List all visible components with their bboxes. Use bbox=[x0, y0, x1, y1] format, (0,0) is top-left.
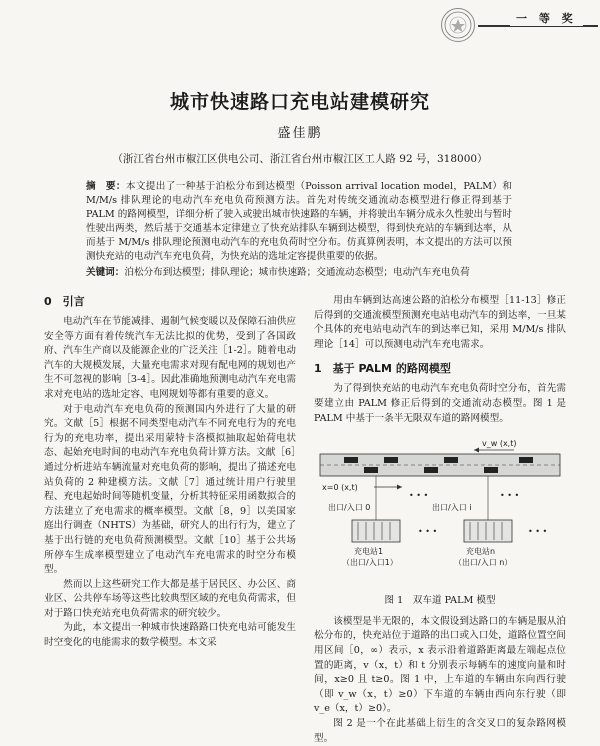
paper-author: 盛佳鹏 bbox=[277, 126, 323, 141]
paper-affiliation: （浙江省台州市椒江区供电公司、浙江省台州市椒江区工人路 92 号，318000） bbox=[112, 153, 488, 165]
abstract-text: 本文提出了一种基于泊松分布到达模型（Poisson arrival location model，PALM）和 M/M/s 排队理论的电动汽车充电负荷预测方法。首先对传统交通流动态模型进行修正得到基于 PALM 的路网模型，详细分析了驶入或驶出城市快速路的车辆，并将驶出车辆分成永久性驶出与暂时性驶出两类，然后基于交通基本定律建立了快充站排队车辆到达模型，得到快充站的车辆到达率，从而基于 M/M/s 排队理论预测电动汽车的充电负荷时空分布。仿真算例表明，本文提出的方法可以预测快充站的电动汽车充电负荷，为快充站的选址定容提供重要的依据。 bbox=[86, 181, 512, 262]
vehicle-icon bbox=[364, 467, 378, 473]
charging-station-n-box bbox=[464, 520, 512, 542]
right-column bbox=[314, 294, 566, 746]
award-seal-icon bbox=[442, 9, 474, 41]
vehicle-icon bbox=[424, 467, 438, 473]
origin-label: x=0 (x,t) bbox=[322, 483, 358, 493]
abstract-block bbox=[86, 180, 512, 280]
ellipsis-mark: • • • bbox=[528, 527, 548, 537]
vehicle-icon bbox=[519, 457, 533, 463]
keywords-label: 关键词： bbox=[86, 267, 125, 278]
abstract-label: 摘 要： bbox=[86, 181, 126, 192]
figure-caption: 图 1 双车道 PALM 模型 bbox=[384, 595, 496, 607]
exit-label-i: 出口/入口 i bbox=[432, 503, 472, 513]
palm-diagram bbox=[314, 434, 566, 592]
body-paragraph: 该模型是半无限的，本文假设到达路口的车辆是服从泊松分布的，快充站位于道路的出口或入口处，道路位置空间用区间［0，∞）表示，x 表示沿着道路距离最左端起点位置的距离，v（x，t）和 t 分别表示每辆车的速度向量和时间，x≥0 且 t≥0。图 1 中，上车道的车辆由东向西行驶（即 v_w（x，t）≥0）下车道的车辆由西向东行驶（即 v_e（x，t）≥0）。 bbox=[314, 615, 566, 715]
body-paragraph: 图 2 是一个在此基础上衍生的含交叉口的复杂路网模型。 bbox=[314, 717, 566, 744]
intro-paragraph: 然而以上这些研究工作大都是基于居民区、办公区、商业区、公共停车场等这些比较典型区域的充电负荷需求，但对于路口快充站充电负荷需求的研究较少。 bbox=[44, 578, 296, 619]
intro-paragraph: 对于电动汽车充电负荷的预测国内外进行了大量的研究。文献［5］根据不同类型电动汽车不同充电行为的充电行为的充电功率，提出采用蒙特卡洛模拟抽取起始荷电状态、起始充电时间的电动汽车充电负荷计算方法。文献［6］通过分析进站车辆流量对充电负荷的影响，提出了描述充电站负荷的 2 种建模方法。文献［7］通过统计用户行驶里程、充电起始时间等随机变量，分析其特征采用函数拟合的方法建立了充电需求的概率模型。文献［8，9］以美国家庭出行调查（NHTS）为基础，研究人的出行行为，建立了基于出行链的充电负荷预测模型。文献［10］基于公共场所停车生成率模型建立了电动汽车充电需求的时空分布模型。 bbox=[44, 403, 296, 576]
intro-heading: 0 引言 bbox=[44, 295, 85, 308]
vehicle-icon bbox=[344, 457, 358, 463]
velocity-label: v_w (x,t) bbox=[482, 439, 517, 449]
left-column bbox=[44, 294, 296, 651]
vehicle-icon bbox=[484, 467, 498, 473]
station-n-label: 充电站n bbox=[466, 547, 496, 557]
abstract bbox=[86, 180, 512, 264]
keywords-text: 泊松分布到达模型；排队理论；城市快速路；交通流动态模型；电动汽车充电负荷 bbox=[124, 267, 470, 278]
body-paragraph: 为了得到快充站的电动汽车充电负荷时空分布，首先需要建立由 PALM 修正后得到的交通流动态模型。图 1 是 PALM 中基于一条半无限双车道的路网模型。 bbox=[314, 383, 566, 424]
keywords bbox=[86, 266, 512, 280]
vehicle-icon bbox=[384, 457, 398, 463]
ellipsis-mark: • • • bbox=[409, 491, 429, 501]
intro-paragraph: 电动汽车在节能减排、遏制气候变暖以及保障石油供应安全等方面有着传统汽车无法比拟的优势，受到了各国政府、汽车生产商以及能源企业的广泛关注［1-2］。随着电动汽车的大规模发展，大量充电需求对现有配电网的规划也产生不可忽视的影响［3-4］。因此准确地预测电动汽车充电需求对充电站的选址定容、电网规划等都有重要的意义。 bbox=[44, 316, 296, 400]
section1-heading: 1 基于 PALM 的路网模型 bbox=[314, 362, 451, 376]
ellipsis-mark: • • • bbox=[500, 491, 520, 501]
vehicle-icon bbox=[444, 457, 458, 463]
station-n-sub: （出口/入口 n） bbox=[454, 558, 513, 568]
figure-palm-model bbox=[314, 434, 566, 592]
award-badge bbox=[441, 8, 475, 42]
exit-label-0: 出口/入口 0 bbox=[328, 503, 371, 513]
body-paragraph: 用由车辆到达高速公路的泊松分布模型［11-13］修正后得到的交通流模型预测充电站电动汽车的到达率，一旦某个具体的充电站电动汽车的到达率已知，采用 M/M/s 排队理论［14］可以预测电动汽车充电需求。 bbox=[314, 295, 566, 350]
station-1-sub: （出口/入口1） bbox=[342, 558, 398, 568]
station-1-label: 充电站1 bbox=[354, 547, 384, 557]
paper-title: 城市快速路口充电站建模研究 bbox=[169, 91, 430, 113]
charging-station-1-box bbox=[352, 520, 400, 542]
award-label: 一 等 奖 bbox=[510, 10, 583, 26]
intro-paragraph: 为此，本文提出一种城市快速路路口快充电站可能发生时空变化的电能需求的数学模型。本文采 bbox=[44, 622, 296, 649]
ellipsis-mark: • • • bbox=[418, 527, 438, 537]
